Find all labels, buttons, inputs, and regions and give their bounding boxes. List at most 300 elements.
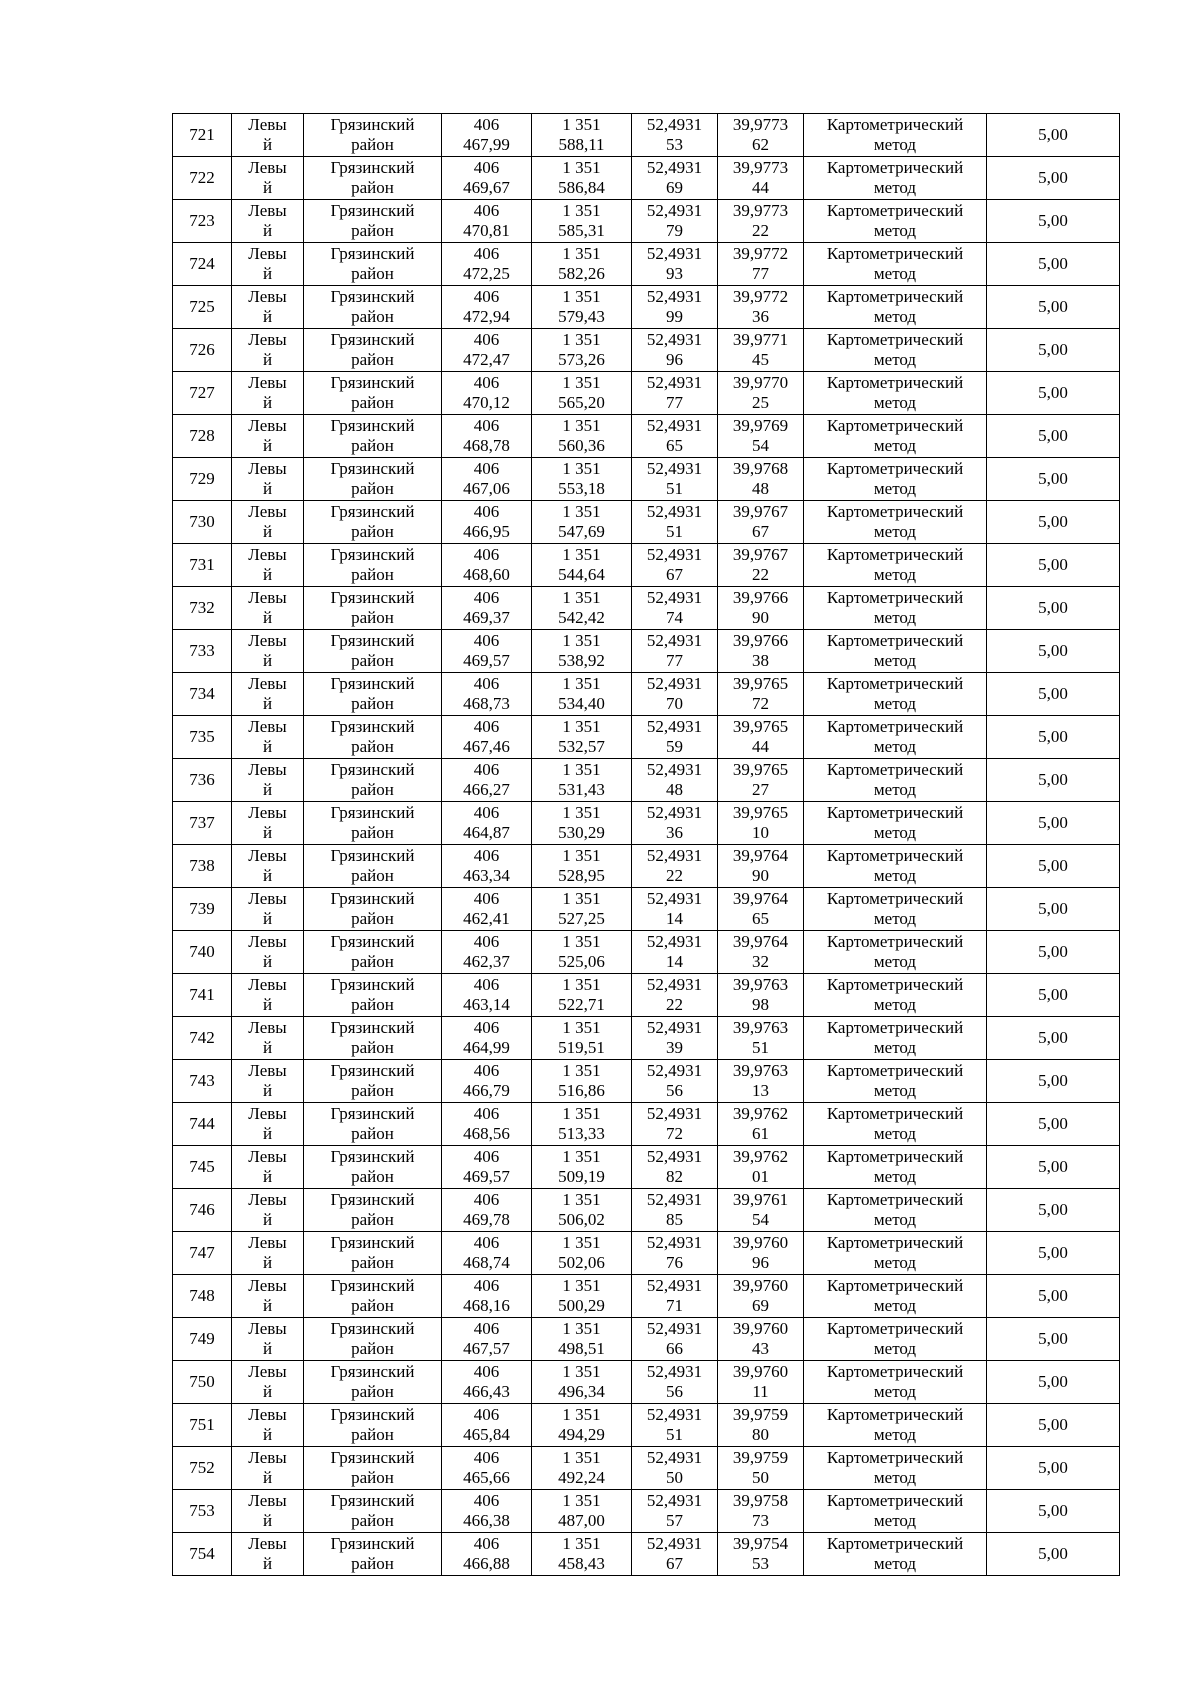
method-cell bbox=[804, 329, 987, 372]
accuracy-cell: 5,00 bbox=[987, 630, 1120, 673]
longitude-cell-line: 10 bbox=[752, 823, 769, 842]
district-cell-line: район bbox=[351, 135, 394, 154]
x-coordinate-cell-line: 406 bbox=[473, 1491, 500, 1510]
district-cell-line: район bbox=[351, 307, 394, 326]
bank-side-cell-line: Левы bbox=[248, 1362, 287, 1381]
method-cell-line: метод bbox=[873, 780, 917, 799]
method-cell-line: метод bbox=[873, 1339, 917, 1358]
bank-side-cell-line: Левы bbox=[248, 631, 287, 650]
y-coordinate-cell bbox=[532, 974, 632, 1017]
latitude-cell bbox=[632, 974, 718, 1017]
y-coordinate-cell bbox=[532, 157, 632, 200]
longitude-cell-line: 39,9772 bbox=[732, 244, 789, 263]
longitude-cell bbox=[718, 673, 804, 716]
bank-side-cell-line: Левы bbox=[248, 760, 287, 779]
method-cell-line: метод bbox=[873, 522, 917, 541]
accuracy-cell: 5,00 bbox=[987, 1490, 1120, 1533]
longitude-cell bbox=[718, 759, 804, 802]
longitude-cell-line: 48 bbox=[752, 479, 769, 498]
longitude-cell-line: 39,9773 bbox=[732, 115, 789, 134]
bank-side-cell-line: й bbox=[262, 737, 273, 756]
longitude-cell bbox=[718, 1533, 804, 1576]
x-coordinate-cell bbox=[442, 587, 532, 630]
accuracy-cell: 5,00 bbox=[987, 1361, 1120, 1404]
x-coordinate-cell bbox=[442, 1103, 532, 1146]
latitude-cell bbox=[632, 1447, 718, 1490]
method-cell-line: Картометрический bbox=[826, 459, 964, 478]
longitude-cell bbox=[718, 200, 804, 243]
district-cell bbox=[304, 716, 442, 759]
latitude-cell bbox=[632, 1017, 718, 1060]
latitude-cell-line: 66 bbox=[666, 1339, 683, 1358]
method-cell-line: метод bbox=[873, 952, 917, 971]
longitude-cell-line: 53 bbox=[752, 1554, 769, 1573]
table-row bbox=[173, 888, 1120, 931]
district-cell-line: район bbox=[351, 1382, 394, 1401]
y-coordinate-cell bbox=[532, 415, 632, 458]
table-row bbox=[173, 415, 1120, 458]
y-coordinate-cell-line: 1 351 bbox=[562, 631, 601, 650]
y-coordinate-cell-line: 525,06 bbox=[558, 952, 605, 971]
y-coordinate-cell bbox=[532, 286, 632, 329]
latitude-cell bbox=[632, 501, 718, 544]
bank-side-cell-line: й bbox=[262, 909, 273, 928]
longitude-cell bbox=[718, 501, 804, 544]
latitude-cell bbox=[632, 587, 718, 630]
method-cell-line: метод bbox=[873, 651, 917, 670]
latitude-cell-line: 52,4931 bbox=[646, 373, 703, 392]
district-cell bbox=[304, 974, 442, 1017]
district-cell-line: Грязинский bbox=[330, 201, 415, 220]
point-number-cell: 748 bbox=[173, 1275, 232, 1318]
district-cell-line: Грязинский bbox=[330, 631, 415, 650]
longitude-cell-line: 39,9773 bbox=[732, 201, 789, 220]
district-cell bbox=[304, 1146, 442, 1189]
district-cell bbox=[304, 372, 442, 415]
bank-side-cell bbox=[232, 157, 304, 200]
longitude-cell bbox=[718, 1361, 804, 1404]
method-cell bbox=[804, 1017, 987, 1060]
bank-side-cell-line: Левы bbox=[248, 1448, 287, 1467]
district-cell bbox=[304, 1533, 442, 1576]
district-cell-line: район bbox=[351, 995, 394, 1014]
method-cell-line: Картометрический bbox=[826, 1061, 964, 1080]
bank-side-cell-line: Левы bbox=[248, 1104, 287, 1123]
district-cell-line: Грязинский bbox=[330, 889, 415, 908]
x-coordinate-cell-line: 469,37 bbox=[463, 608, 510, 627]
latitude-cell bbox=[632, 157, 718, 200]
bank-side-cell-line: Левы bbox=[248, 846, 287, 865]
y-coordinate-cell-line: 1 351 bbox=[562, 803, 601, 822]
y-coordinate-cell-line: 1 351 bbox=[562, 932, 601, 951]
longitude-cell-line: 39,9773 bbox=[732, 158, 789, 177]
latitude-cell bbox=[632, 329, 718, 372]
district-cell-line: Грязинский bbox=[330, 373, 415, 392]
method-cell-line: метод bbox=[873, 479, 917, 498]
district-cell-line: Грязинский bbox=[330, 1362, 415, 1381]
bank-side-cell-line: й bbox=[262, 393, 273, 412]
district-cell-line: район bbox=[351, 651, 394, 670]
bank-side-cell bbox=[232, 1533, 304, 1576]
method-cell-line: метод bbox=[873, 1468, 917, 1487]
method-cell bbox=[804, 1232, 987, 1275]
method-cell-line: Картометрический bbox=[826, 1362, 964, 1381]
y-coordinate-cell-line: 513,33 bbox=[558, 1124, 605, 1143]
table-row bbox=[173, 716, 1120, 759]
method-cell-line: метод bbox=[873, 995, 917, 1014]
district-cell bbox=[304, 1447, 442, 1490]
district-cell-line: Грязинский bbox=[330, 1104, 415, 1123]
y-coordinate-cell bbox=[532, 1275, 632, 1318]
district-cell-line: район bbox=[351, 1253, 394, 1272]
accuracy-cell: 5,00 bbox=[987, 286, 1120, 329]
x-coordinate-cell bbox=[442, 1189, 532, 1232]
y-coordinate-cell bbox=[532, 673, 632, 716]
district-cell-line: Грязинский bbox=[330, 1405, 415, 1424]
bank-side-cell-line: й bbox=[262, 479, 273, 498]
district-cell-line: Грязинский bbox=[330, 115, 415, 134]
x-coordinate-cell-line: 406 bbox=[473, 201, 500, 220]
y-coordinate-cell-line: 1 351 bbox=[562, 975, 601, 994]
district-cell bbox=[304, 157, 442, 200]
bank-side-cell-line: й bbox=[262, 1339, 273, 1358]
longitude-cell-line: 27 bbox=[752, 780, 769, 799]
y-coordinate-cell bbox=[532, 1146, 632, 1189]
point-number-cell: 734 bbox=[173, 673, 232, 716]
bank-side-cell bbox=[232, 888, 304, 931]
point-number-cell: 744 bbox=[173, 1103, 232, 1146]
y-coordinate-cell bbox=[532, 1017, 632, 1060]
point-number-cell: 730 bbox=[173, 501, 232, 544]
longitude-cell-line: 39,9760 bbox=[732, 1319, 789, 1338]
district-cell-line: район bbox=[351, 909, 394, 928]
method-cell-line: Картометрический bbox=[826, 1319, 964, 1338]
district-cell-line: Грязинский bbox=[330, 1061, 415, 1080]
method-cell bbox=[804, 673, 987, 716]
y-coordinate-cell-line: 527,25 bbox=[558, 909, 605, 928]
y-coordinate-cell-line: 1 351 bbox=[562, 846, 601, 865]
table-row bbox=[173, 1060, 1120, 1103]
longitude-cell bbox=[718, 415, 804, 458]
method-cell bbox=[804, 415, 987, 458]
y-coordinate-cell-line: 1 351 bbox=[562, 287, 601, 306]
district-cell bbox=[304, 802, 442, 845]
district-cell-line: район bbox=[351, 436, 394, 455]
latitude-cell-line: 48 bbox=[666, 780, 683, 799]
longitude-cell-line: 98 bbox=[752, 995, 769, 1014]
longitude-cell-line: 39,9761 bbox=[732, 1190, 789, 1209]
district-cell-line: Грязинский bbox=[330, 1018, 415, 1037]
longitude-cell-line: 50 bbox=[752, 1468, 769, 1487]
bank-side-cell bbox=[232, 1017, 304, 1060]
latitude-cell-line: 51 bbox=[666, 479, 683, 498]
y-coordinate-cell-line: 1 351 bbox=[562, 1104, 601, 1123]
point-number-cell: 741 bbox=[173, 974, 232, 1017]
y-coordinate-cell bbox=[532, 931, 632, 974]
district-cell bbox=[304, 1103, 442, 1146]
latitude-cell-line: 52,4931 bbox=[646, 502, 703, 521]
latitude-cell-line: 56 bbox=[666, 1081, 683, 1100]
table-row bbox=[173, 286, 1120, 329]
method-cell-line: Картометрический bbox=[826, 115, 964, 134]
district-cell-line: район bbox=[351, 393, 394, 412]
y-coordinate-cell-line: 1 351 bbox=[562, 1319, 601, 1338]
bank-side-cell-line: Левы bbox=[248, 1319, 287, 1338]
table-row bbox=[173, 544, 1120, 587]
latitude-cell-line: 52,4931 bbox=[646, 416, 703, 435]
point-number-cell: 737 bbox=[173, 802, 232, 845]
x-coordinate-cell-line: 406 bbox=[473, 287, 500, 306]
y-coordinate-cell-line: 1 351 bbox=[562, 158, 601, 177]
longitude-cell-line: 72 bbox=[752, 694, 769, 713]
y-coordinate-cell-line: 458,43 bbox=[558, 1554, 605, 1573]
longitude-cell-line: 69 bbox=[752, 1296, 769, 1315]
longitude-cell-line: 39,9770 bbox=[732, 373, 789, 392]
y-coordinate-cell-line: 1 351 bbox=[562, 545, 601, 564]
longitude-cell bbox=[718, 1404, 804, 1447]
district-cell-line: Грязинский bbox=[330, 1448, 415, 1467]
district-cell bbox=[304, 1017, 442, 1060]
y-coordinate-cell-line: 528,95 bbox=[558, 866, 605, 885]
bank-side-cell bbox=[232, 372, 304, 415]
accuracy-cell: 5,00 bbox=[987, 673, 1120, 716]
x-coordinate-cell-line: 406 bbox=[473, 1190, 500, 1209]
latitude-cell-line: 52,4931 bbox=[646, 846, 703, 865]
longitude-cell-line: 38 bbox=[752, 651, 769, 670]
longitude-cell-line: 65 bbox=[752, 909, 769, 928]
district-cell-line: район bbox=[351, 608, 394, 627]
latitude-cell-line: 79 bbox=[666, 221, 683, 240]
method-cell-line: Картометрический bbox=[826, 803, 964, 822]
bank-side-cell-line: Левы bbox=[248, 889, 287, 908]
x-coordinate-cell-line: 462,41 bbox=[463, 909, 510, 928]
bank-side-cell bbox=[232, 1189, 304, 1232]
x-coordinate-cell bbox=[442, 243, 532, 286]
point-number-cell: 728 bbox=[173, 415, 232, 458]
longitude-cell-line: 22 bbox=[752, 221, 769, 240]
bank-side-cell bbox=[232, 1490, 304, 1533]
longitude-cell bbox=[718, 157, 804, 200]
latitude-cell bbox=[632, 759, 718, 802]
bank-side-cell bbox=[232, 1275, 304, 1318]
method-cell bbox=[804, 1060, 987, 1103]
longitude-cell bbox=[718, 1017, 804, 1060]
method-cell-line: метод bbox=[873, 264, 917, 283]
district-cell bbox=[304, 931, 442, 974]
bank-side-cell-line: й bbox=[262, 995, 273, 1014]
latitude-cell bbox=[632, 931, 718, 974]
district-cell-line: район bbox=[351, 823, 394, 842]
y-coordinate-cell bbox=[532, 544, 632, 587]
method-cell bbox=[804, 1404, 987, 1447]
latitude-cell-line: 93 bbox=[666, 264, 683, 283]
x-coordinate-cell-line: 406 bbox=[473, 588, 500, 607]
longitude-cell-line: 39,9759 bbox=[732, 1405, 789, 1424]
latitude-cell bbox=[632, 1361, 718, 1404]
table-row bbox=[173, 501, 1120, 544]
district-cell-line: Грязинский bbox=[330, 416, 415, 435]
y-coordinate-cell-line: 547,69 bbox=[558, 522, 605, 541]
latitude-cell bbox=[632, 1189, 718, 1232]
x-coordinate-cell-line: 467,99 bbox=[463, 135, 510, 154]
district-cell-line: район bbox=[351, 1554, 394, 1573]
y-coordinate-cell-line: 1 351 bbox=[562, 1362, 601, 1381]
method-cell bbox=[804, 200, 987, 243]
method-cell-line: Картометрический bbox=[826, 416, 964, 435]
x-coordinate-cell-line: 406 bbox=[473, 1534, 500, 1553]
y-coordinate-cell-line: 573,26 bbox=[558, 350, 605, 369]
table-row bbox=[173, 458, 1120, 501]
method-cell-line: Картометрический bbox=[826, 545, 964, 564]
latitude-cell-line: 69 bbox=[666, 178, 683, 197]
y-coordinate-cell bbox=[532, 888, 632, 931]
y-coordinate-cell-line: 522,71 bbox=[558, 995, 605, 1014]
bank-side-cell-line: й bbox=[262, 1167, 273, 1186]
latitude-cell bbox=[632, 1404, 718, 1447]
y-coordinate-cell-line: 492,24 bbox=[558, 1468, 605, 1487]
method-cell bbox=[804, 845, 987, 888]
x-coordinate-cell bbox=[442, 544, 532, 587]
y-coordinate-cell bbox=[532, 802, 632, 845]
point-number-cell: 731 bbox=[173, 544, 232, 587]
coordinates-table-body bbox=[173, 114, 1120, 1576]
x-coordinate-cell bbox=[442, 157, 532, 200]
x-coordinate-cell-line: 406 bbox=[473, 1276, 500, 1295]
method-cell bbox=[804, 931, 987, 974]
accuracy-cell: 5,00 bbox=[987, 759, 1120, 802]
latitude-cell bbox=[632, 286, 718, 329]
district-cell bbox=[304, 329, 442, 372]
latitude-cell-line: 52,4931 bbox=[646, 287, 703, 306]
latitude-cell-line: 51 bbox=[666, 522, 683, 541]
method-cell-line: Картометрический bbox=[826, 1534, 964, 1553]
longitude-cell bbox=[718, 1146, 804, 1189]
accuracy-cell: 5,00 bbox=[987, 329, 1120, 372]
table-row bbox=[173, 1404, 1120, 1447]
method-cell-line: Картометрический bbox=[826, 502, 964, 521]
point-number-cell: 754 bbox=[173, 1533, 232, 1576]
method-cell-line: метод bbox=[873, 1296, 917, 1315]
accuracy-cell: 5,00 bbox=[987, 544, 1120, 587]
x-coordinate-cell-line: 463,34 bbox=[463, 866, 510, 885]
method-cell-line: метод bbox=[873, 393, 917, 412]
district-cell bbox=[304, 286, 442, 329]
latitude-cell-line: 72 bbox=[666, 1124, 683, 1143]
method-cell-line: метод bbox=[873, 135, 917, 154]
y-coordinate-cell bbox=[532, 372, 632, 415]
table-row bbox=[173, 673, 1120, 716]
y-coordinate-cell-line: 1 351 bbox=[562, 1061, 601, 1080]
bank-side-cell-line: й bbox=[262, 221, 273, 240]
accuracy-cell: 5,00 bbox=[987, 1533, 1120, 1576]
longitude-cell-line: 39,9754 bbox=[732, 1534, 789, 1553]
latitude-cell-line: 50 bbox=[666, 1468, 683, 1487]
latitude-cell-line: 52,4931 bbox=[646, 1190, 703, 1209]
point-number-cell: 753 bbox=[173, 1490, 232, 1533]
method-cell-line: Картометрический bbox=[826, 330, 964, 349]
x-coordinate-cell-line: 462,37 bbox=[463, 952, 510, 971]
method-cell bbox=[804, 1447, 987, 1490]
x-coordinate-cell-line: 406 bbox=[473, 803, 500, 822]
longitude-cell bbox=[718, 372, 804, 415]
longitude-cell-line: 39,9771 bbox=[732, 330, 789, 349]
y-coordinate-cell-line: 532,57 bbox=[558, 737, 605, 756]
latitude-cell-line: 52,4931 bbox=[646, 932, 703, 951]
longitude-cell-line: 96 bbox=[752, 1253, 769, 1272]
method-cell bbox=[804, 372, 987, 415]
x-coordinate-cell-line: 406 bbox=[473, 889, 500, 908]
district-cell-line: район bbox=[351, 178, 394, 197]
method-cell bbox=[804, 1318, 987, 1361]
x-coordinate-cell bbox=[442, 673, 532, 716]
accuracy-cell: 5,00 bbox=[987, 1189, 1120, 1232]
point-number-cell: 732 bbox=[173, 587, 232, 630]
bank-side-cell-line: й bbox=[262, 1382, 273, 1401]
y-coordinate-cell-line: 530,29 bbox=[558, 823, 605, 842]
longitude-cell-line: 39,9763 bbox=[732, 1018, 789, 1037]
y-coordinate-cell-line: 582,26 bbox=[558, 264, 605, 283]
x-coordinate-cell-line: 406 bbox=[473, 932, 500, 951]
y-coordinate-cell-line: 494,29 bbox=[558, 1425, 605, 1444]
x-coordinate-cell bbox=[442, 931, 532, 974]
y-coordinate-cell-line: 1 351 bbox=[562, 717, 601, 736]
accuracy-cell: 5,00 bbox=[987, 1275, 1120, 1318]
x-coordinate-cell-line: 406 bbox=[473, 1104, 500, 1123]
y-coordinate-cell-line: 498,51 bbox=[558, 1339, 605, 1358]
method-cell-line: Картометрический bbox=[826, 717, 964, 736]
method-cell-line: Картометрический bbox=[826, 1018, 964, 1037]
method-cell-line: метод bbox=[873, 737, 917, 756]
bank-side-cell-line: Левы bbox=[248, 201, 287, 220]
latitude-cell-line: 52,4931 bbox=[646, 1147, 703, 1166]
y-coordinate-cell-line: 1 351 bbox=[562, 330, 601, 349]
x-coordinate-cell-line: 468,74 bbox=[463, 1253, 510, 1272]
y-coordinate-cell-line: 1 351 bbox=[562, 502, 601, 521]
method-cell-line: Картометрический bbox=[826, 1448, 964, 1467]
latitude-cell bbox=[632, 802, 718, 845]
accuracy-cell: 5,00 bbox=[987, 1232, 1120, 1275]
y-coordinate-cell bbox=[532, 1490, 632, 1533]
district-cell-line: район bbox=[351, 1081, 394, 1100]
bank-side-cell bbox=[232, 286, 304, 329]
longitude-cell-line: 13 bbox=[752, 1081, 769, 1100]
latitude-cell-line: 52,4931 bbox=[646, 803, 703, 822]
accuracy-cell: 5,00 bbox=[987, 845, 1120, 888]
bank-side-cell-line: й bbox=[262, 1425, 273, 1444]
x-coordinate-cell bbox=[442, 845, 532, 888]
longitude-cell bbox=[718, 458, 804, 501]
x-coordinate-cell bbox=[442, 200, 532, 243]
longitude-cell-line: 39,9766 bbox=[732, 631, 789, 650]
bank-side-cell-line: й bbox=[262, 1554, 273, 1573]
method-cell-line: Картометрический bbox=[826, 201, 964, 220]
y-coordinate-cell-line: 1 351 bbox=[562, 373, 601, 392]
district-cell bbox=[304, 630, 442, 673]
latitude-cell-line: 22 bbox=[666, 866, 683, 885]
latitude-cell-line: 53 bbox=[666, 135, 683, 154]
latitude-cell-line: 52,4931 bbox=[646, 459, 703, 478]
point-number-cell: 752 bbox=[173, 1447, 232, 1490]
bank-side-cell bbox=[232, 1103, 304, 1146]
method-cell-line: Картометрический bbox=[826, 846, 964, 865]
latitude-cell-line: 67 bbox=[666, 1554, 683, 1573]
longitude-cell bbox=[718, 716, 804, 759]
bank-side-cell-line: Левы bbox=[248, 1147, 287, 1166]
x-coordinate-cell-line: 464,99 bbox=[463, 1038, 510, 1057]
method-cell bbox=[804, 157, 987, 200]
x-coordinate-cell-line: 466,79 bbox=[463, 1081, 510, 1100]
district-cell-line: район bbox=[351, 1124, 394, 1143]
